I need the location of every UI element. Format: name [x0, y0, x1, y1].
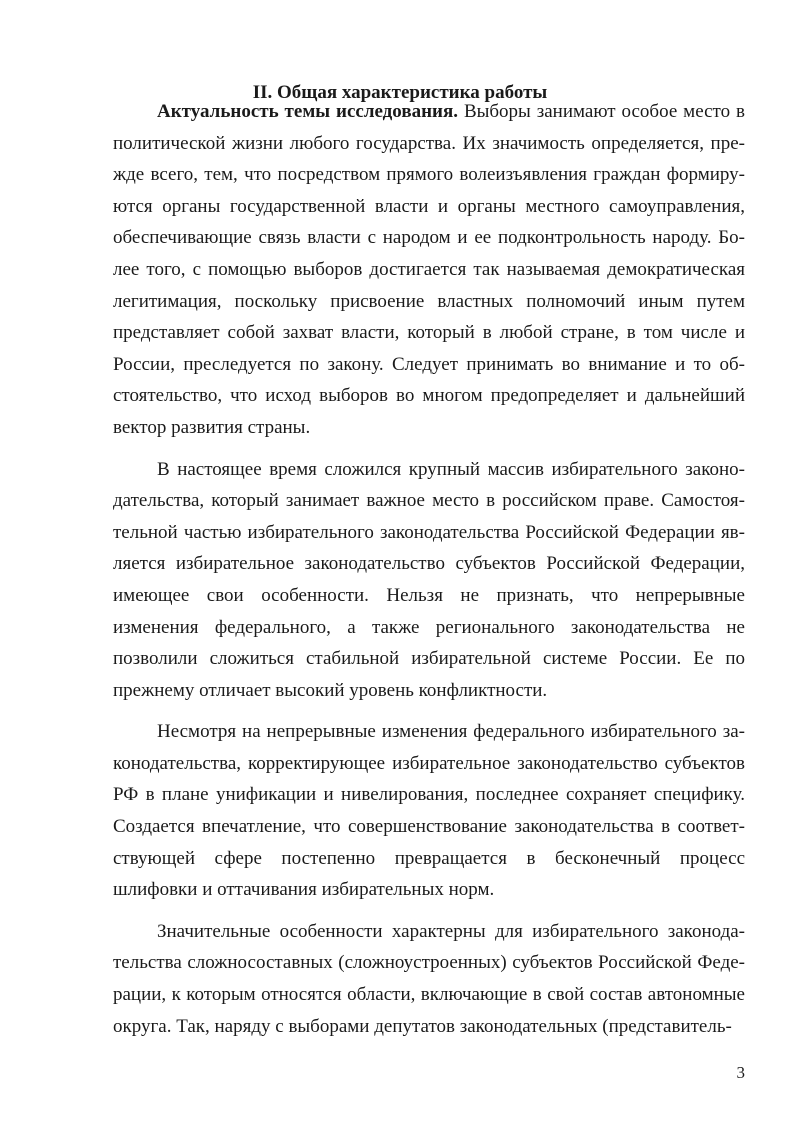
paragraph-lead: Актуальность темы исследования.	[157, 101, 459, 122]
section-title: II. Общая характеристика работы	[252, 82, 548, 103]
paragraph-legislation	[113, 454, 745, 707]
paragraph-text: Несмотря на непрерывные изменения федерального избирательного законодательства, корректирующее избирательное законодательство субъектов РФ в плане унификации и нивелирования, последнее сохраняет специфику. Создается впечатление, что совершенствование законодательства в соответствующей сфере постепенно превращается в бесконечный процесс шлифовки и оттачивания избирательных норм.	[113, 721, 745, 901]
paragraph-relevance	[113, 96, 745, 444]
page-number: 3	[736, 1063, 745, 1082]
document-body	[113, 96, 745, 1042]
paragraph-text: Выборы занимают особое место в политической жизни любого государства. Их значимость определяется, прежде всего, тем, что посредством прямого волеизъявления граждан формируются органы государственной власти и органы местного самоуправления, обеспечивающие связь власти с народом и ее подконтрольность народу. Более того, с помощью выборов достигается так называемая демократическая легитимация, поскольку присвоение властных полномочий иным путем представляет собой захват власти, который в любой стране, в том числе и России, преследуется по закону. Следует принимать во внимание и то обстоятельство, что исход выборов во многом предопределяет и дальнейший вектор развития страны.	[113, 101, 745, 438]
paragraph-text: В настоящее время сложился крупный массив избирательного законодательства, который занимает важное место в российском праве. Самостоятельной частью избирательного законодательства Российской Федерации является избирательное законодательство субъектов Российской Федерации, имеющее свои особенности. Нельзя не признать, что непрерывные изменения федерального, а также регионального законодательства не позволили сложиться стабильной избирательной системе России. Ее по прежнему отличает высокий уровень конфликтности.	[113, 458, 745, 701]
paragraph-complex-subjects	[113, 916, 745, 1042]
paragraph-text: Значительные особенности характерны для избирательного законодательства сложносоставных (сложноустроенных) субъектов Российской Федерации, к которым относятся области, включающие в свой состав автономные округа. Так, наряду с выборами депутатов законодательных (представитель-	[113, 920, 745, 1037]
paragraph-changes	[113, 716, 745, 906]
